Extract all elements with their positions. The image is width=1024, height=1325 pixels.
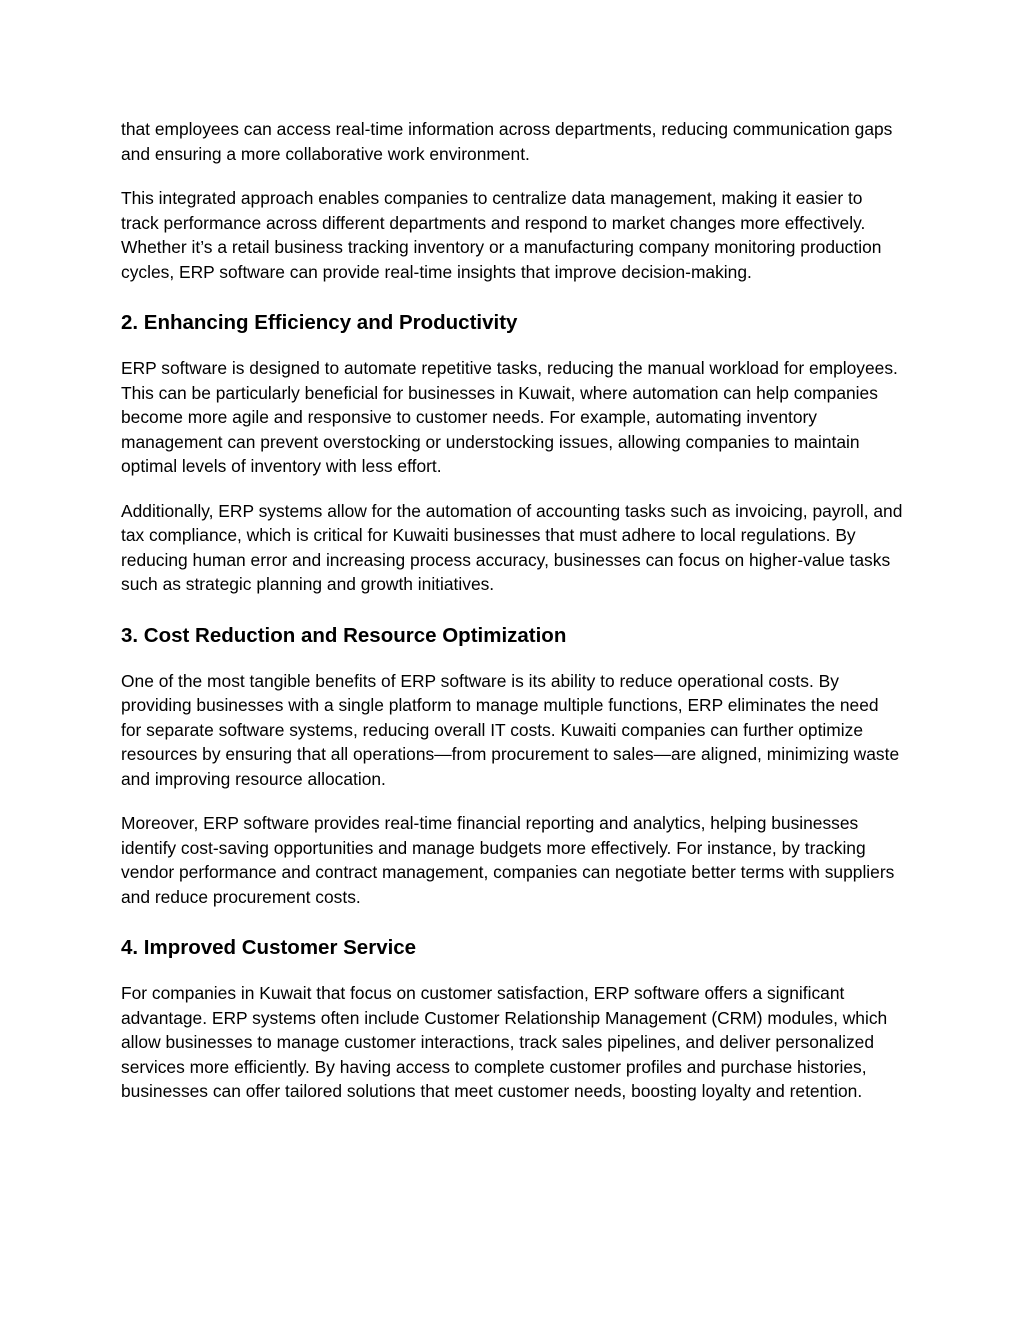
- paragraph: Additionally, ERP systems allow for the automation of accounting tasks such as invoicing, payroll, and tax compliance, which is critical for Kuwaiti businesses that must adhere to local regulations. By reducing human error and increasing process accuracy, businesses can focus on higher-value tasks such as strategic planning and growth initiatives.: [121, 500, 903, 594]
- paragraph: One of the most tangible benefits of ERP software is its ability to reduce operational costs. By providing businesses with a single platform to manage multiple functions, ERP eliminates the need for separate software systems, reducing overall IT costs. Kuwaiti companies can further optimize resources by ensuring that all operations—from procurement to sales—are aligned, minimizing waste and improving resource allocation.: [121, 670, 900, 789]
- paragraph: that employees can access real-time information across departments, reducing communication gaps and ensuring a more collaborative work environment.: [121, 119, 893, 164]
- section-heading: 4. Improved Customer Service: [121, 936, 417, 959]
- paragraph: ERP software is designed to automate repetitive tasks, reducing the manual workload for employees. This can be particularly beneficial for businesses in Kuwait, where automation can help companies become more agile and responsive to customer needs. For example, automating inventory management can prevent overstocking or understocking issues, allowing companies to maintain optimal levels of inventory with less effort.: [121, 358, 898, 476]
- paragraph: Moreover, ERP software provides real-time financial reporting and analytics, helping businesses identify cost-saving opportunities and manage budgets more effectively. For instance, by tracking vendor performance and contract management, companies can negotiate better terms with suppliers and reduce procurement costs.: [121, 813, 895, 907]
- document-page: [121, 117, 903, 1124]
- section-heading: 2. Enhancing Efficiency and Productivity: [121, 311, 518, 334]
- section-heading: 3. Cost Reduction and Resource Optimization: [121, 623, 567, 647]
- paragraph: For companies in Kuwait that focus on customer satisfaction, ERP software offers a significant advantage. ERP systems often include Customer Relationship Management (CRM) modules, which allow businesses to manage customer interactions, track sales pipelines, and deliver personalized services more efficiently. By having access to complete customer profiles and purchase histories, businesses can offer tailored solutions that meet customer needs, boosting loyalty and retention.: [121, 983, 888, 1101]
- paragraph: This integrated approach enables companies to centralize data management, making it easier to track performance across different departments and respond to market changes more effectively. Whether it’s a retail business tracking inventory or a manufacturing company monitoring production cycles, ERP software can provide real-time insights that improve decision-making.: [121, 188, 882, 282]
